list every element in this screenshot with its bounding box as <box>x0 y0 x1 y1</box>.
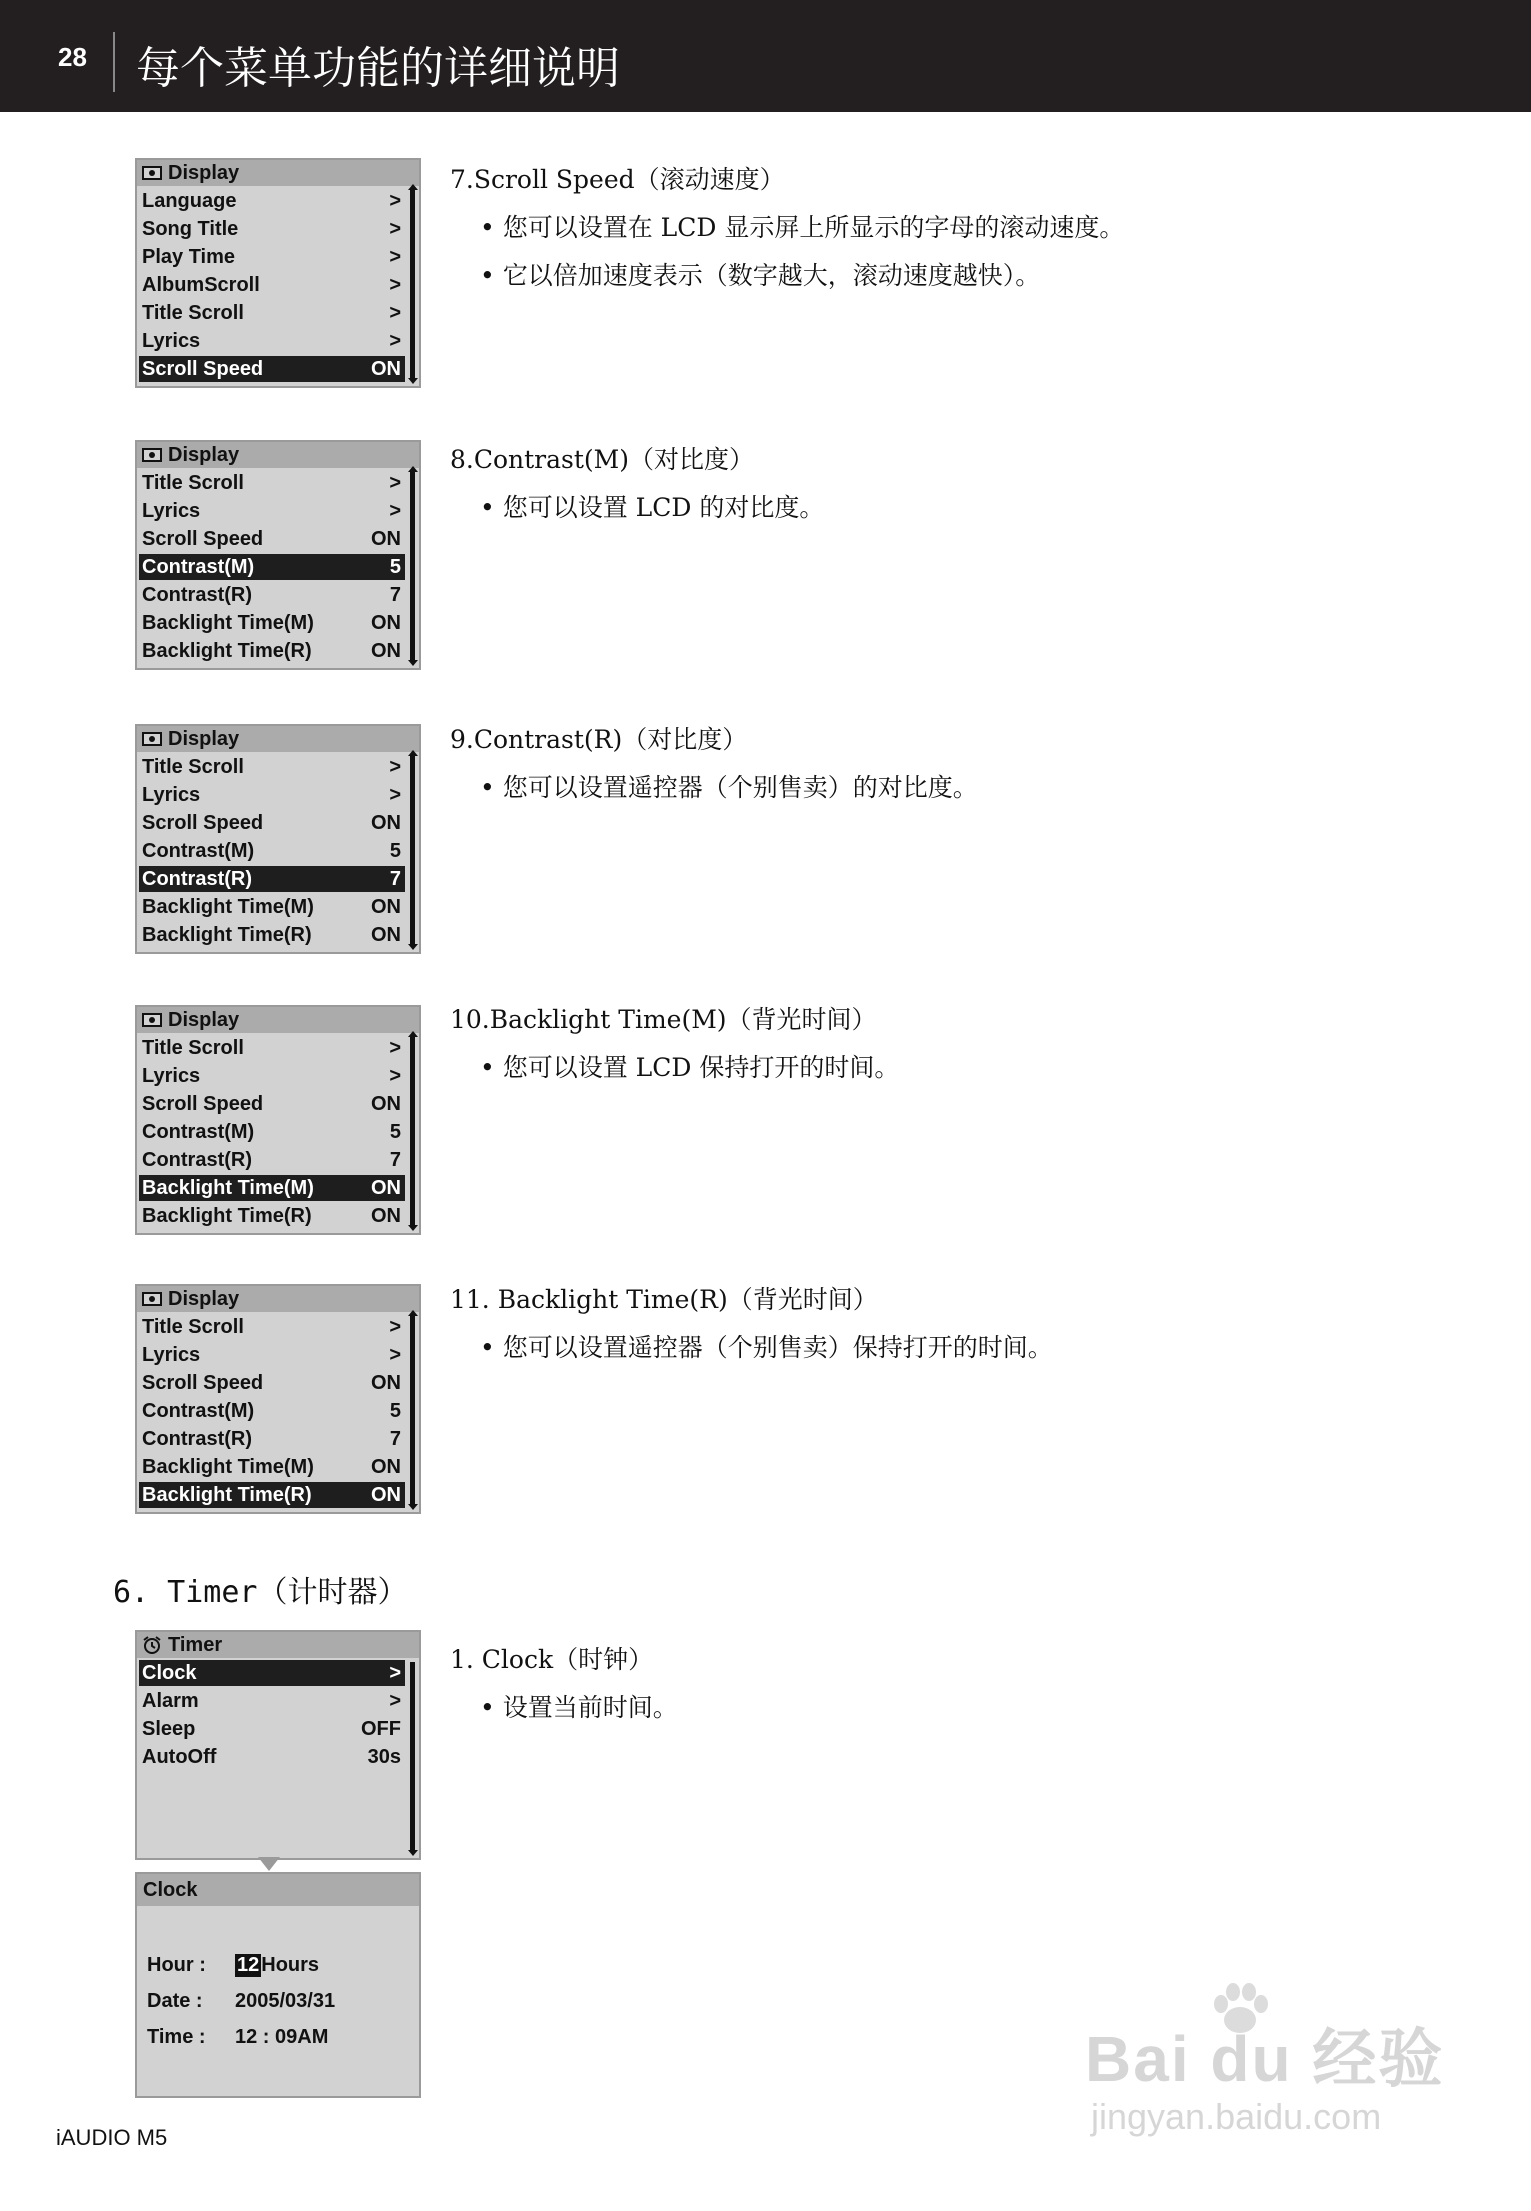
footer-model: iAUDIO M5 <box>56 2125 168 2150</box>
description-heading: 8.Contrast(M)（对比度） <box>450 445 755 474</box>
menu-item-value: 7 <box>389 584 401 606</box>
menu-item[interactable] <box>139 1091 405 1117</box>
display-icon <box>142 448 162 462</box>
scroll-down-arrow-icon <box>408 660 418 666</box>
menu-item-label: Backlight Time(M) <box>142 612 314 634</box>
menu-item[interactable] <box>139 1147 405 1173</box>
menu-item-label: Contrast(R) <box>142 868 252 890</box>
menu-item-value: > <box>389 1316 401 1338</box>
menu-item-label: Song Title <box>142 218 239 240</box>
menu-item-value: > <box>389 756 401 778</box>
menu-item-label: Contrast(M) <box>142 1121 255 1143</box>
timer-menu-item[interactable] <box>139 1744 405 1770</box>
menu-item-value: ON <box>371 358 401 380</box>
menu-item[interactable] <box>139 244 405 270</box>
menu-item-value: 7 <box>389 1149 401 1171</box>
page-number: 28 <box>58 42 87 72</box>
menu-item-value: 5 <box>389 1121 401 1143</box>
menu-description <box>450 440 1450 524</box>
screen-header <box>137 160 419 186</box>
menu-item-value: ON <box>371 612 401 634</box>
scrollbar[interactable] <box>410 1662 415 1852</box>
menu-item-label: Lyrics <box>142 1344 201 1366</box>
menu-item[interactable] <box>139 188 405 214</box>
menu-item[interactable] <box>139 498 405 524</box>
menu-item-value: > <box>389 500 401 522</box>
menu-item-value: ON <box>371 896 401 918</box>
description-bullet: • 它以倍加速度表示（数字越大，滚动速度越快）。 <box>480 256 1450 292</box>
menu-item[interactable] <box>139 356 405 382</box>
menu-item[interactable] <box>139 470 405 496</box>
screen-title: Display <box>168 162 240 184</box>
timer-menu-item[interactable] <box>139 1716 405 1742</box>
menu-item-value: ON <box>371 1093 401 1115</box>
menu-item-label: Backlight Time(R) <box>142 1205 312 1227</box>
menu-item-label: Scroll Speed <box>142 528 264 550</box>
menu-item-value: > <box>389 784 401 806</box>
menu-item-label: Contrast(R) <box>142 1149 252 1171</box>
menu-item-value: > <box>389 1690 401 1712</box>
menu-item[interactable] <box>139 582 405 608</box>
menu-item-value: > <box>389 472 401 494</box>
display-icon <box>142 732 162 746</box>
menu-item-label: Sleep <box>142 1718 196 1740</box>
scrollbar[interactable] <box>410 472 415 662</box>
menu-item-label: Lyrics <box>142 784 201 806</box>
menu-item[interactable] <box>139 526 405 552</box>
menu-item[interactable] <box>139 1482 405 1508</box>
menu-item-label: Language <box>142 190 237 212</box>
display-menu-screen <box>135 158 421 388</box>
menu-item-value: > <box>389 330 401 352</box>
scroll-down-arrow-icon <box>408 1850 418 1856</box>
watermark <box>1085 1988 1455 2148</box>
timer-screen-header <box>137 1632 419 1658</box>
clock-row-value[interactable]: 2005/03/31 <box>235 1990 336 2012</box>
menu-item[interactable] <box>139 1203 405 1229</box>
menu-item[interactable] <box>139 1035 405 1061</box>
scroll-down-arrow-icon <box>408 1225 418 1231</box>
menu-description <box>450 1280 1450 1364</box>
clock-row-label: Time : <box>147 2026 206 2048</box>
display-icon <box>142 166 162 180</box>
menu-item[interactable] <box>139 754 405 780</box>
menu-item-value: ON <box>371 640 401 662</box>
menu-item-label: Title Scroll <box>142 302 244 324</box>
menu-item[interactable] <box>139 894 405 920</box>
screen-title: Display <box>168 1009 240 1031</box>
menu-description <box>450 160 1450 292</box>
menu-item-value: 5 <box>389 1400 401 1422</box>
menu-item-value: 7 <box>389 868 401 890</box>
scrollbar[interactable] <box>410 1037 415 1227</box>
menu-item[interactable] <box>139 1063 405 1089</box>
menu-description <box>450 720 1450 804</box>
menu-item-value: > <box>389 190 401 212</box>
menu-item-label: Contrast(R) <box>142 1428 252 1450</box>
menu-item[interactable] <box>139 838 405 864</box>
menu-item-value: > <box>389 246 401 268</box>
clock-screen-title: Clock <box>143 1879 198 1901</box>
display-menu-screen <box>135 1005 421 1235</box>
description-bullet: • 您可以设置在 LCD 显示屏上所显示的字母的滚动速度。 <box>480 208 1450 244</box>
screen-header <box>137 1007 419 1033</box>
description-heading: 10.Backlight Time(M)（背光时间） <box>450 1005 877 1034</box>
description-heading: 7.Scroll Speed（滚动速度） <box>450 165 785 194</box>
menu-item-value: > <box>389 1662 401 1684</box>
menu-item-label: Contrast(M) <box>142 556 255 578</box>
display-menu-screen <box>135 440 421 670</box>
menu-item-value: OFF <box>361 1718 401 1740</box>
hour-unit: Hours <box>261 1954 320 1976</box>
menu-item-value: 7 <box>389 1428 401 1450</box>
menu-item-value: 30s <box>367 1746 401 1768</box>
timer-screen <box>135 1630 421 1860</box>
timer-description <box>450 1640 1450 1724</box>
menu-item[interactable] <box>139 1454 405 1480</box>
menu-item[interactable] <box>139 1426 405 1452</box>
scrollbar[interactable] <box>410 190 415 380</box>
menu-item-value: ON <box>371 812 401 834</box>
scroll-down-arrow-icon <box>408 378 418 384</box>
alarm-clock-icon <box>142 1636 162 1654</box>
menu-item-label: AlbumScroll <box>142 274 260 296</box>
menu-item-value: ON <box>371 528 401 550</box>
clock-screen-header <box>137 1874 419 1906</box>
description-bullet: • 您可以设置遥控器（个别售卖）的对比度。 <box>480 768 1450 804</box>
menu-item[interactable] <box>139 810 405 836</box>
screen-title: Display <box>168 1288 240 1310</box>
menu-item[interactable] <box>139 1175 405 1201</box>
menu-item-label: Lyrics <box>142 500 201 522</box>
description-bullet: • 您可以设置 LCD 的对比度。 <box>480 488 1450 524</box>
display-menu-screen <box>135 1284 421 1514</box>
menu-item-label: Alarm <box>142 1690 199 1712</box>
menu-item[interactable] <box>139 1342 405 1368</box>
scroll-down-arrow-icon <box>408 1504 418 1510</box>
section-heading: 6. Timer（计时器） <box>113 1575 408 1610</box>
page-title: 每个菜单功能的详细说明 <box>136 43 620 94</box>
down-pointer-icon <box>258 1857 280 1871</box>
menu-item-value: > <box>389 1344 401 1366</box>
menu-item-value: ON <box>371 1456 401 1478</box>
menu-item-label: AutoOff <box>142 1746 217 1768</box>
scrollbar[interactable] <box>410 756 415 946</box>
clock-screen <box>135 1872 421 2098</box>
menu-item-label: Title Scroll <box>142 1316 244 1338</box>
menu-item-label: Scroll Speed <box>142 1093 264 1115</box>
menu-item-value: > <box>389 218 401 240</box>
menu-item-label: Scroll Speed <box>142 812 264 834</box>
description-bullet: • 您可以设置 LCD 保持打开的时间。 <box>480 1048 1450 1084</box>
menu-item-label: Scroll Speed <box>142 1372 264 1394</box>
menu-item-label: Backlight Time(M) <box>142 896 314 918</box>
menu-item-label: Scroll Speed <box>142 358 264 380</box>
menu-item-label: Lyrics <box>142 330 201 352</box>
menu-item[interactable] <box>139 638 405 664</box>
page-header <box>0 0 1531 112</box>
screen-header <box>137 442 419 468</box>
menu-item[interactable] <box>139 300 405 326</box>
menu-item[interactable] <box>139 782 405 808</box>
display-icon <box>142 1013 162 1027</box>
screen-header <box>137 1286 419 1312</box>
menu-item[interactable] <box>139 610 405 636</box>
description-heading: 1. Clock（时钟） <box>450 1645 654 1674</box>
menu-item[interactable] <box>139 922 405 948</box>
menu-item-value: > <box>389 302 401 324</box>
menu-item-label: Backlight Time(M) <box>142 1456 314 1478</box>
menu-item[interactable] <box>139 1119 405 1145</box>
header-divider <box>113 32 115 92</box>
description-heading: 11. Backlight Time(R)（背光时间） <box>450 1285 878 1314</box>
menu-item-label: Lyrics <box>142 1065 201 1087</box>
menu-item-value: ON <box>371 924 401 946</box>
description-heading: 9.Contrast(R)（对比度） <box>450 725 748 754</box>
description-bullet: • 设置当前时间。 <box>480 1688 1450 1724</box>
menu-item-label: Contrast(M) <box>142 1400 255 1422</box>
menu-item[interactable] <box>139 1370 405 1396</box>
timer-menu-item[interactable] <box>139 1660 405 1686</box>
menu-item-label: Clock <box>142 1662 197 1684</box>
menu-item-value: ON <box>371 1177 401 1199</box>
menu-item-label: Contrast(R) <box>142 584 252 606</box>
timer-screen-title: Timer <box>168 1634 223 1656</box>
menu-item-value: > <box>389 1037 401 1059</box>
menu-item-value: 5 <box>389 556 401 578</box>
watermark-url: jingyan.baidu.com <box>1091 2096 1382 2137</box>
screen-title: Display <box>168 728 240 750</box>
menu-item-label: Title Scroll <box>142 1037 244 1059</box>
menu-item[interactable] <box>139 866 405 892</box>
timer-menu-item[interactable] <box>139 1688 405 1714</box>
hour-selected-value[interactable]: 12 <box>237 1954 260 1976</box>
menu-item-label: Title Scroll <box>142 472 244 494</box>
menu-item-value: ON <box>371 1205 401 1227</box>
screen-header <box>137 726 419 752</box>
menu-item-value: 5 <box>389 840 401 862</box>
clock-row-value[interactable] <box>235 1954 319 1977</box>
menu-item-label: Contrast(M) <box>142 840 255 862</box>
scroll-down-arrow-icon <box>408 944 418 950</box>
watermark-brand: Bai du 经验 <box>1085 2023 1445 2095</box>
menu-item-label: Play Time <box>142 246 236 268</box>
clock-row-label: Date : <box>147 1990 203 2012</box>
menu-item[interactable] <box>139 216 405 242</box>
menu-description <box>450 1000 1450 1084</box>
menu-item-value: > <box>389 274 401 296</box>
menu-item-value: > <box>389 1065 401 1087</box>
description-bullet: • 您可以设置遥控器（个别售卖）保持打开的时间。 <box>480 1328 1450 1364</box>
screen-title: Display <box>168 444 240 466</box>
menu-item[interactable] <box>139 328 405 354</box>
menu-item-label: Backlight Time(R) <box>142 1484 312 1506</box>
menu-item[interactable] <box>139 272 405 298</box>
menu-item[interactable] <box>139 554 405 580</box>
menu-item-label: Title Scroll <box>142 756 244 778</box>
menu-item-label: Backlight Time(R) <box>142 924 312 946</box>
menu-item[interactable] <box>139 1314 405 1340</box>
clock-row-label: Hour : <box>147 1954 206 1976</box>
display-menu-screen <box>135 724 421 954</box>
display-icon <box>142 1292 162 1306</box>
clock-row-value[interactable]: 12 : 09AM <box>235 2026 329 2048</box>
menu-item-value: ON <box>371 1372 401 1394</box>
scrollbar[interactable] <box>410 1316 415 1506</box>
menu-item[interactable] <box>139 1398 405 1424</box>
menu-item-value: ON <box>371 1484 401 1506</box>
menu-item-label: Backlight Time(M) <box>142 1177 314 1199</box>
menu-item-label: Backlight Time(R) <box>142 640 312 662</box>
